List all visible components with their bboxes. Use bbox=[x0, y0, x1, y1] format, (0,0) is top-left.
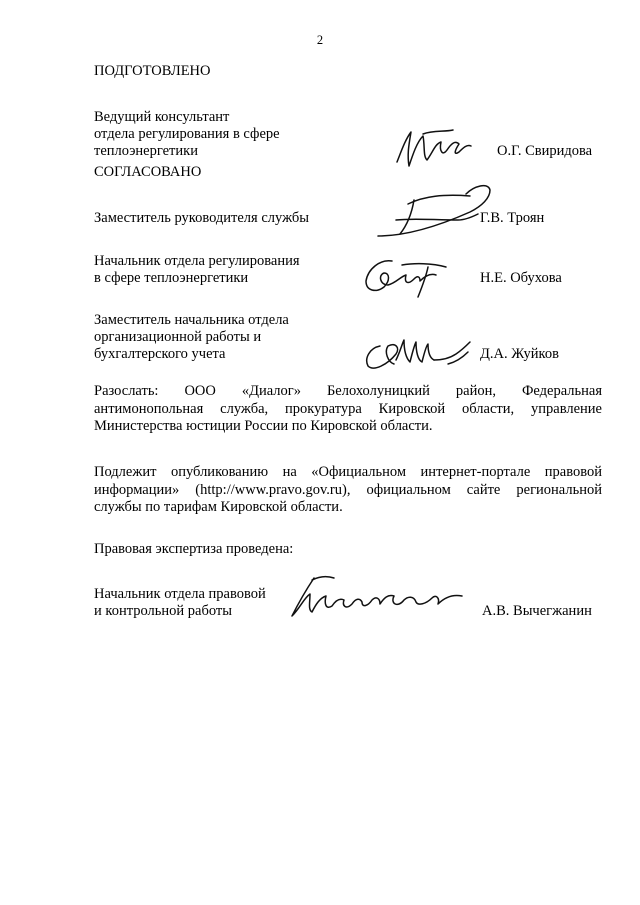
distribution-line: Министерства юстиции России по Кировской области. bbox=[94, 418, 433, 434]
page-number: 2 bbox=[316, 33, 324, 47]
agreed-position-line: бухгалтерского учета bbox=[94, 346, 226, 362]
signature-sviridova bbox=[393, 122, 475, 172]
agreed-position-line: в сфере теплоэнергетики bbox=[94, 270, 249, 286]
prepared-heading: ПОДГОТОВЛЕНО bbox=[94, 63, 211, 79]
agreed-position-line: Заместитель начальника отдела bbox=[94, 312, 289, 328]
agreed-position-line: организационной работы и bbox=[94, 329, 262, 345]
legal-position-line: и контрольной работы bbox=[94, 603, 232, 619]
agreed-name: Д.А. Жуйков bbox=[480, 346, 559, 362]
publication-line: информации» (http://www.pravo.gov.ru), официальном сайте региональной bbox=[94, 481, 602, 498]
signature-vychegzhanin bbox=[286, 570, 466, 622]
prepared-position-line: отдела регулирования в сфере bbox=[94, 126, 280, 142]
distribution-line: Разослать: ООО «Диалог» Белохолуницкий район, Федеральная bbox=[94, 383, 602, 399]
agreed-name: Г.В. Троян bbox=[480, 210, 545, 226]
publication-line: Подлежит опубликованию на «Официальном интернет-портале правовой bbox=[94, 464, 602, 480]
prepared-name: О.Г. Свиридова bbox=[497, 143, 593, 159]
publication-line: службы по тарифам Кировской области. bbox=[94, 499, 343, 515]
agreed-name: Н.Е. Обухова bbox=[480, 270, 562, 286]
signature-obukhova bbox=[362, 255, 450, 299]
publication-paragraph bbox=[94, 464, 602, 517]
agreed-position-line: Заместитель руководителя службы bbox=[94, 210, 310, 226]
agreed-position-line: Начальник отдела регулирования bbox=[94, 253, 300, 269]
signature-zhuykov bbox=[362, 334, 474, 374]
prepared-position-line: теплоэнергетики bbox=[94, 143, 198, 159]
prepared-position-line: Ведущий консультант bbox=[94, 109, 230, 125]
expertise-text: Правовая экспертиза проведена: bbox=[94, 541, 294, 557]
legal-position-line: Начальник отдела правовой bbox=[94, 586, 266, 602]
distribution-line: антимонопольная служба, прокуратура Кировской области, управление bbox=[94, 400, 602, 417]
signature-troyan bbox=[374, 176, 494, 242]
legal-name: А.В. Вычегжанин bbox=[482, 603, 592, 619]
distribution-paragraph bbox=[94, 383, 602, 436]
agreed-heading: СОГЛАСОВАНО bbox=[94, 164, 202, 180]
